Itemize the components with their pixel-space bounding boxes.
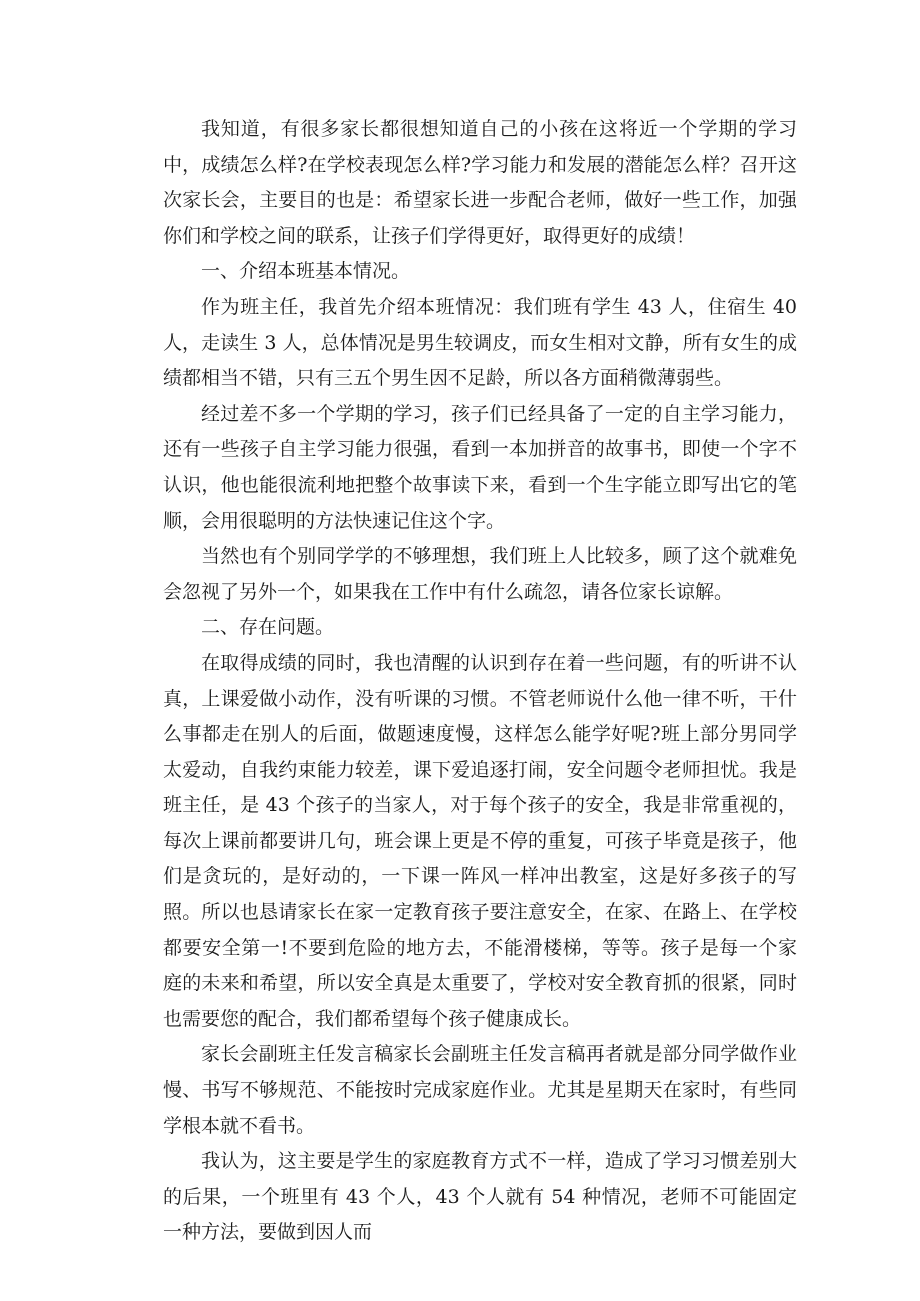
paragraph-homework: 家长会副班主任发言稿家长会副班主任发言稿再者就是部分同学做作业慢、书写不够规范、不能按时完成家庭作业。尤其是星期天在家时，有些同学根本就不看书。 [163, 1043, 797, 1137]
paragraph-learning-ability: 经过差不多一个学期的学习，孩子们已经具备了一定的自主学习能力，还有一些孩子自主学习能力很强，看到一本加拼音的故事书，即使一个字不认识，他也能很流利地把整个故事读下来，看到一个生字能立即写出它的笔顺，会用很聪明的方法快速记住这个字。 [163, 402, 797, 532]
paragraph-family-education: 我认为，这主要是学生的家庭教育方式不一样，造成了学习习惯差别大的后果，一个班里有 43 个人，43 个人就有 54 种情况，老师不可能固定一种方法，要做到因人而 [163, 1150, 797, 1244]
paragraph-intro: 我知道，有很多家长都很想知道自己的小孩在这将近一个学期的学习中，成绩怎么样?在学校表现怎么样?学习能力和发展的潜能怎么样？召开这次家长会，主要目的也是：希望家长进一步配合老师，做好一些工作，加强你们和学校之间的联系，让孩子们学得更好，取得更好的成绩！ [163, 118, 797, 247]
paragraph-apology: 当然也有个别同学学的不够理想，我们班上人比较多，顾了这个就难免会忽视了另外一个，如果我在工作中有什么疏忽，请各位家长谅解。 [163, 545, 797, 603]
paragraph-class-stats: 作为班主任，我首先介绍本班情况：我们班有学生 43 人，住宿生 40 人，走读生 3 人，总体情况是男生较调皮，而女生相对文静，所有女生的成绩都相当不错，只有三五个男生因不足龄，所以各方面稍微薄弱些。 [163, 295, 797, 390]
document-body [163, 112, 797, 1251]
section-heading-class-overview: 一、介绍本班基本情况。 [201, 260, 411, 283]
section-heading-problems: 二、存在问题。 [201, 616, 335, 639]
paragraph-problems-safety: 在取得成绩的同时，我也清醒的认识到存在着一些问题，有的听讲不认真，上课爱做小动作，没有听课的习惯。不管老师说什么他一律不听，干什么事都走在别人的后面，做题速度慢，这样怎么能学好呢?班上部分男同学太爱动，自我约束能力较差，课下爱追逐打闹，安全问题令老师担忧。我是班主任，是 43 个孩子的当家人，对于每个孩子的安全，我是非常重视的，每次上课前都要讲几句，班会课上更是不停的重复，可孩子毕竟是孩子，他们是贪玩的，是好动的，一下课一阵风一样冲出教室，这是好多孩子的写照。所以也恳请家长在家一定教育孩子要注意安全，在家、在路上、在学校都要安全第一!不要到危险的地方去，不能滑楼梯，等等。孩子是每一个家庭的未来和希望，所以安全真是太重要了，学校对安全教育抓的很紧，同时也需要您的配合，我们都希望每个孩子健康成长。 [163, 651, 797, 1030]
